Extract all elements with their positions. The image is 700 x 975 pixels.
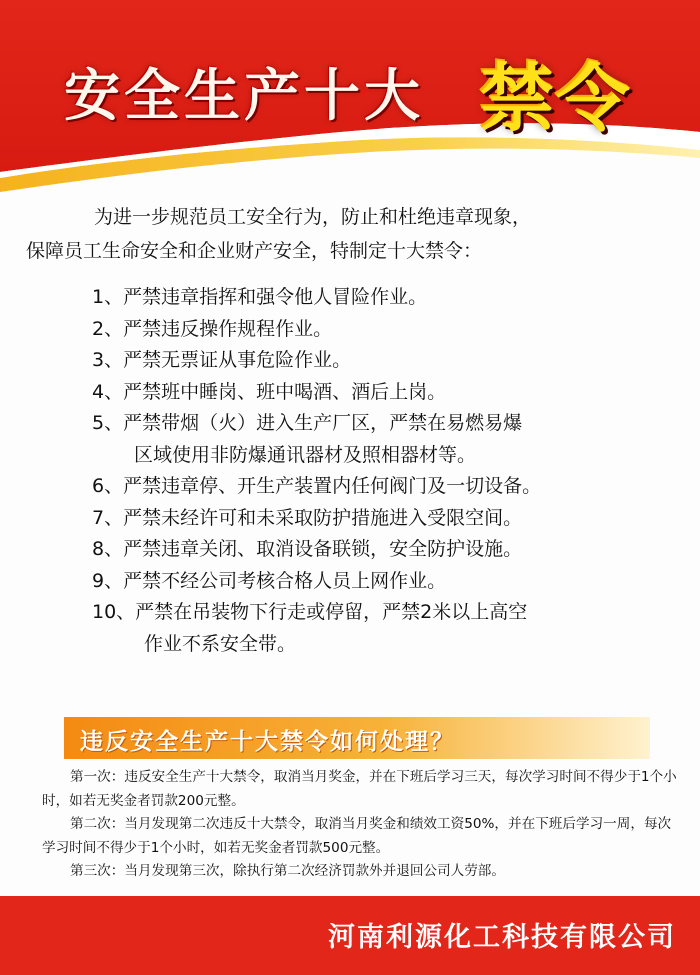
rule-item bbox=[92, 597, 692, 660]
rule-text: 3、严禁无票证从事危险作业。 bbox=[92, 349, 352, 371]
rule-text: 2、严禁违反操作规程作业。 bbox=[92, 317, 333, 340]
intro-line-1: 为进一步规范员工安全行为，防止和杜绝违章现象， bbox=[94, 206, 532, 228]
rule-continuation: 区域使用非防爆通讯器材及照相器材等。 bbox=[134, 443, 477, 466]
rule-text: 5、严禁带烟（火）进入生产厂区，严禁在易燃易爆 bbox=[92, 412, 523, 434]
rule-text: 9、严禁不经公司考核合格人员上网作业。 bbox=[92, 569, 447, 592]
rule-continuation: 作业不系安全带。 bbox=[144, 632, 297, 655]
rule-text: 7、严禁未经许可和未采取防护措施进入受限空间。 bbox=[92, 506, 523, 529]
rule-text: 1、严禁违章指挥和强令他人冒险作业。 bbox=[92, 286, 428, 308]
header-banner bbox=[0, 0, 700, 205]
rule-item bbox=[92, 377, 692, 409]
rule-text: 6、严禁违章停、开生产装置内任何阀门及一切设备。 bbox=[92, 475, 542, 497]
rule-text: 4、严禁班中睡岗、班中喝酒、酒后上岗。 bbox=[92, 380, 447, 403]
penalty-third: 第三次：当月发现第三次，除执行第二次经济罚款外并退回公司人劳部。 bbox=[70, 863, 505, 879]
intro-paragraph bbox=[26, 200, 686, 268]
rule-item bbox=[92, 471, 692, 503]
rule-item bbox=[92, 503, 692, 535]
rule-item bbox=[92, 282, 692, 314]
penalty-section-title: 违反安全生产十大禁令如何处理？ bbox=[80, 729, 455, 755]
footer-bar bbox=[0, 896, 700, 975]
rule-text: 10、严禁在吊装物下行走或停留，严禁2米以上高空 bbox=[92, 601, 528, 623]
company-name: 河南利源化工科技有限公司 bbox=[328, 922, 676, 953]
title-main: 安全生产十大 bbox=[64, 64, 424, 129]
penalty-section-banner bbox=[64, 717, 650, 759]
penalty-list bbox=[42, 766, 682, 884]
rules-list bbox=[92, 282, 692, 660]
rule-item bbox=[92, 408, 692, 471]
intro-line-2: 保障员工生命安全和企业财产安全，特制定十大禁令： bbox=[26, 240, 483, 262]
penalty-second: 第二次：当月发现第二次违反十大禁令，取消当月奖金和绩效工资50%，并在下班后学习一周，每次学习时间不得少于1个小时，如若无奖金者罚款500元整。 bbox=[42, 816, 672, 856]
rule-item bbox=[92, 345, 692, 377]
penalty-first: 第一次：违反安全生产十大禁令，取消当月奖金，并在下班后学习三天，每次学习时间不得少于1个小时，如若无奖金者罚款200元整。 bbox=[42, 769, 677, 809]
title-accent: 禁令 bbox=[480, 56, 632, 142]
rule-item bbox=[92, 534, 692, 566]
rule-text: 8、严禁违章关闭、取消设备联锁，安全防护设施。 bbox=[92, 538, 523, 560]
rule-item bbox=[92, 314, 692, 346]
rule-item bbox=[92, 566, 692, 598]
